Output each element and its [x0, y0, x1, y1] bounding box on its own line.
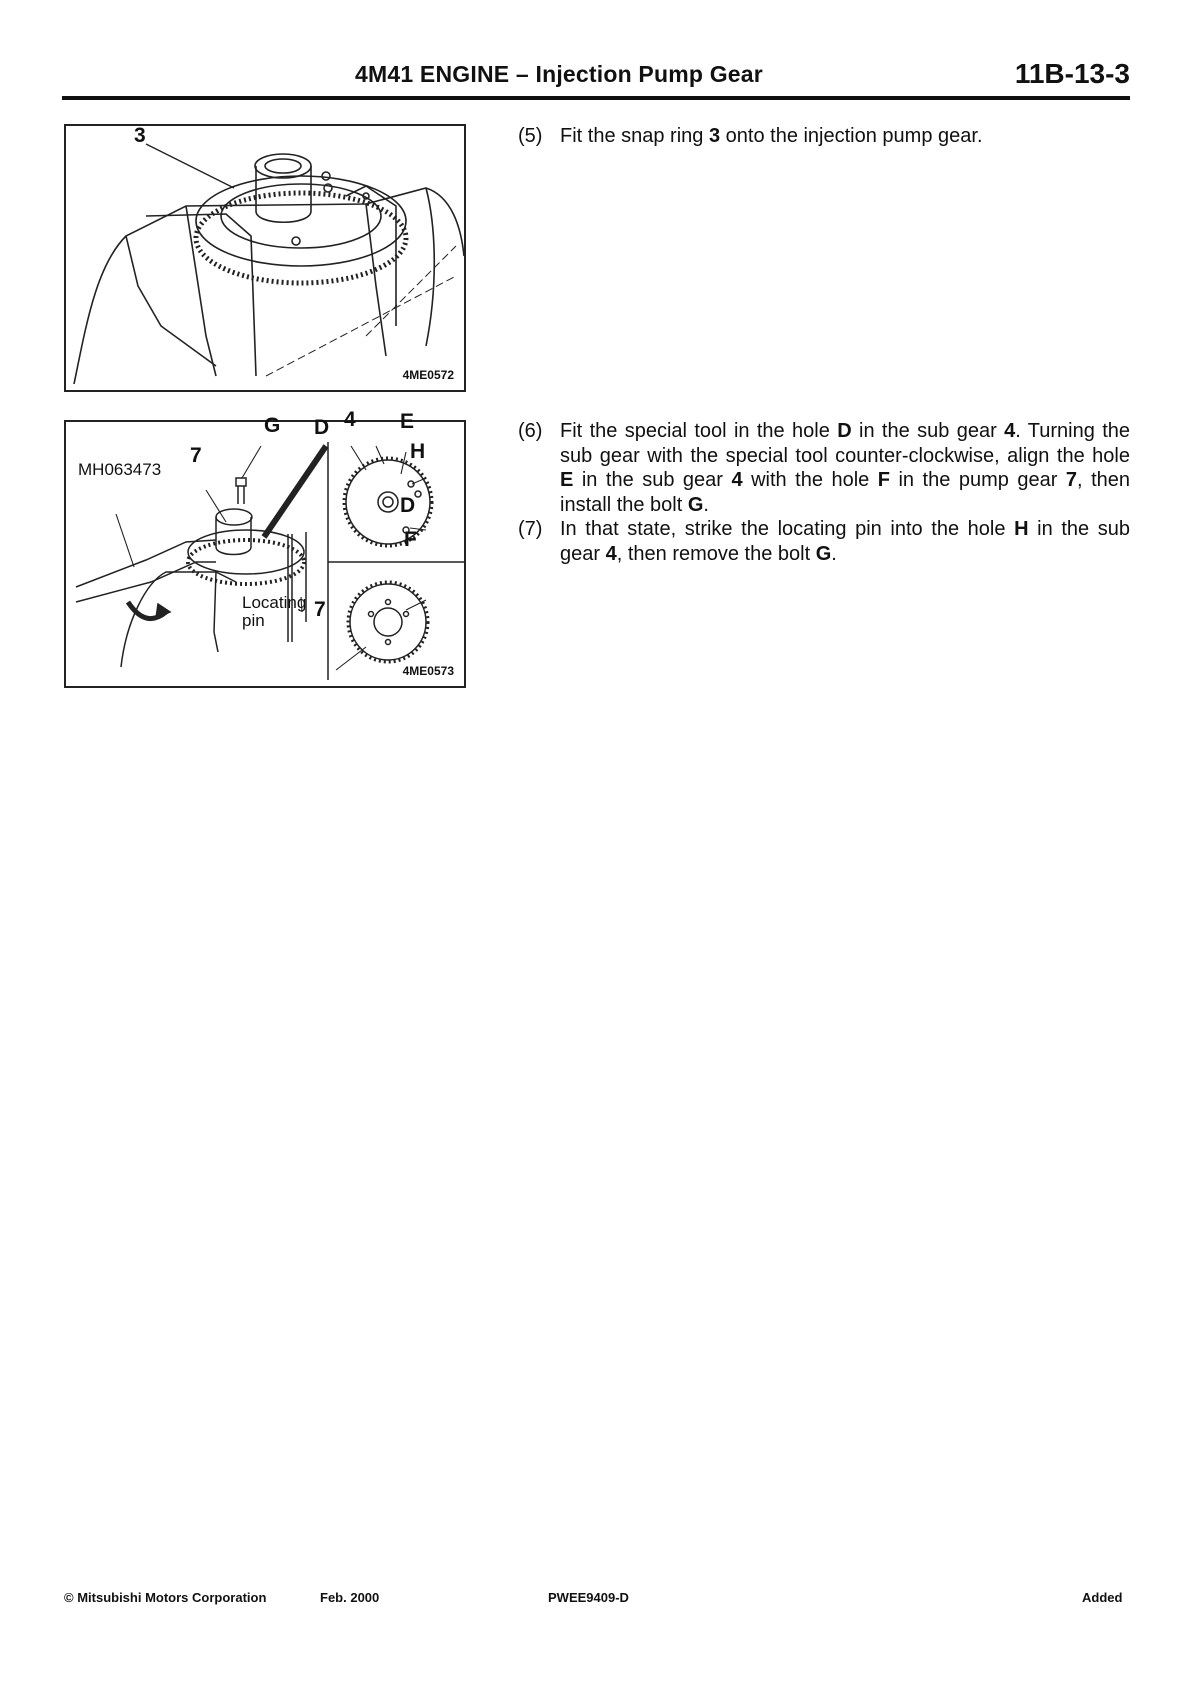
callout-G: G [264, 414, 281, 437]
callout-4: 4 [344, 408, 356, 431]
step-text: Fit the special tool in the hole D in the sub gear 4. Turning the sub gear with the special tool counter-clockwise, align the hole E in the sub gear 4 with the hole F in the pump gear 7, then install the bolt G. [560, 420, 1130, 516]
figure-code: 4ME0573 [402, 664, 454, 678]
figure-sub-gear-alignment [64, 408, 466, 688]
callout-E: E [400, 410, 415, 433]
footer-status: Added [1082, 1590, 1123, 1605]
page-number: 11B-13-3 [1014, 58, 1130, 89]
page-title: 4M41 ENGINE – Injection Pump Gear [355, 61, 763, 87]
step-number: (5) [518, 125, 543, 147]
header-divider [62, 96, 1130, 100]
footer-doc-code: PWEE9409-D [548, 1590, 629, 1605]
callout-7-pump-gear: 7 [314, 598, 326, 621]
step-6 [518, 419, 1130, 517]
locating-pin-label: Locating pin [242, 593, 307, 630]
callout-F: F [404, 528, 417, 551]
step-number: (6) [518, 420, 543, 442]
step-text: Fit the snap ring 3 onto the injection pump gear. [560, 125, 983, 147]
callout-D-top: D [314, 416, 330, 439]
callout-3: 3 [134, 124, 146, 147]
step-7 [518, 517, 1130, 566]
callout-7: 7 [190, 444, 202, 467]
figure-code: 4ME0572 [402, 368, 454, 382]
step-5 [518, 124, 1130, 149]
snap-ring-illustration [66, 126, 464, 390]
callout-H: H [410, 440, 426, 463]
step-text: In that state, strike the locating pin into the hole H in the sub gear 4, then remove the bolt G. [560, 518, 1130, 565]
step-number: (7) [518, 518, 543, 540]
footer-date: Feb. 2000 [320, 1590, 380, 1605]
figure-snap-ring [64, 124, 466, 392]
footer-copyright: © Mitsubishi Motors Corporation [64, 1590, 267, 1605]
callout-D-right: D [400, 494, 416, 517]
special-tool-label: MH063473 [78, 460, 162, 479]
